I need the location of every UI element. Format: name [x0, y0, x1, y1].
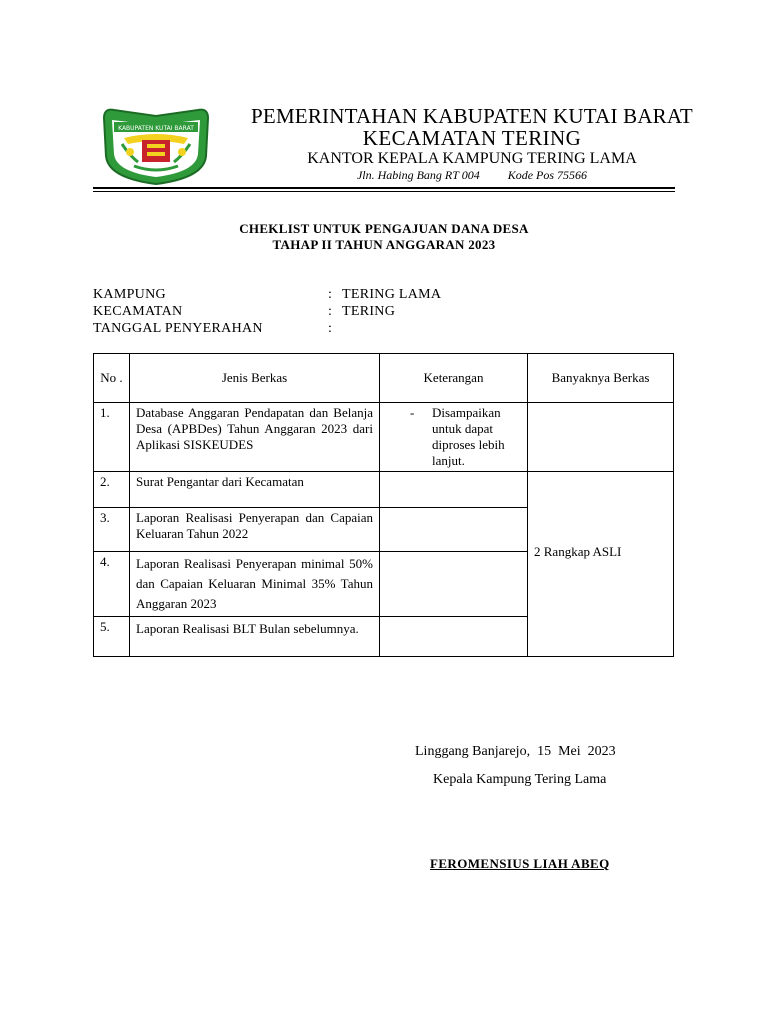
row-keterangan	[380, 403, 528, 472]
address-line	[232, 168, 712, 183]
info-value: TERING LAMA	[342, 287, 442, 302]
header-jenis: Jenis Berkas	[130, 354, 380, 403]
row-no: 5.	[94, 617, 130, 657]
keterangan-text: Disampaikan untuk dapat diproses lebih lanjut.	[432, 405, 505, 468]
doc-title-line1: CHEKLIST UNTUK PENGAJUAN DANA DESA	[239, 221, 529, 236]
kutai-barat-logo	[100, 104, 212, 186]
row-jenis: Database Anggaran Pendapatan dan Belanja Desa (APBDes) Tahun Anggaran 2023 dari Aplikasi SISKEUDES	[130, 403, 380, 472]
signature-place-date: Linggang Banjarejo, 15 Mei 2023	[415, 744, 616, 759]
banyak-value: 2 Rangkap ASLI	[528, 472, 674, 657]
table-row	[94, 472, 674, 508]
row-keterangan	[380, 552, 528, 617]
info-colon: :	[328, 304, 333, 319]
address: Jln. Habing Bang RT 004	[356, 168, 480, 182]
header-banyak: Banyaknya Berkas	[528, 354, 674, 403]
info-kampung	[93, 287, 441, 303]
office-title: KANTOR KEPALA KAMPUNG TERING LAMA	[307, 150, 637, 167]
row-keterangan	[380, 508, 528, 552]
header-rule-thin	[93, 191, 675, 192]
header-rule	[93, 187, 675, 189]
row-no: 1.	[94, 403, 130, 472]
table-row	[94, 403, 674, 472]
info-colon: :	[328, 287, 333, 302]
government-title: PEMERINTAHAN KABUPATEN KUTAI BARAT	[251, 104, 693, 128]
row-jenis: Surat Pengantar dari Kecamatan	[130, 472, 380, 508]
signature-role: Kepala Kampung Tering Lama	[433, 772, 607, 787]
row-keterangan	[380, 617, 528, 657]
signature-name: FEROMENSIUS LIAH ABEQ	[430, 856, 610, 871]
row-no: 2.	[94, 472, 130, 508]
logo-text: KABUPATEN KUTAI BARAT	[118, 125, 194, 132]
row-keterangan	[380, 472, 528, 508]
info-tanggal	[93, 321, 342, 337]
header-keterangan: Keterangan	[380, 354, 528, 403]
header-no: No .	[94, 354, 130, 403]
info-label: KECAMATAN	[93, 304, 183, 319]
info-value: TERING	[342, 304, 396, 319]
row-no: 4.	[94, 552, 130, 617]
info-label: KAMPUNG	[93, 287, 166, 302]
doc-title-line2: TAHAP II TAHUN ANGGARAN 2023	[272, 237, 496, 252]
row-banyak-empty	[528, 403, 674, 472]
info-label: TANGGAL PENYERAHAN	[93, 321, 263, 336]
info-colon: :	[328, 321, 333, 336]
keterangan-dash: -	[410, 405, 415, 420]
row-jenis: Laporan Realisasi Penyerapan minimal 50% dan Capaian Keluaran Minimal 35% Tahun Anggaran 2023	[130, 552, 380, 617]
row-jenis: Laporan Realisasi Penyerapan dan Capaian Keluaran Tahun 2022	[130, 508, 380, 552]
table-header-row	[94, 354, 674, 403]
postal-code: Kode Pos 75566	[507, 168, 588, 182]
row-no: 3.	[94, 508, 130, 552]
info-kecamatan	[93, 304, 395, 320]
row-jenis: Laporan Realisasi BLT Bulan sebelumnya.	[130, 617, 380, 657]
district-title: KECAMATAN TERING	[362, 126, 582, 150]
checklist-table	[93, 353, 674, 657]
